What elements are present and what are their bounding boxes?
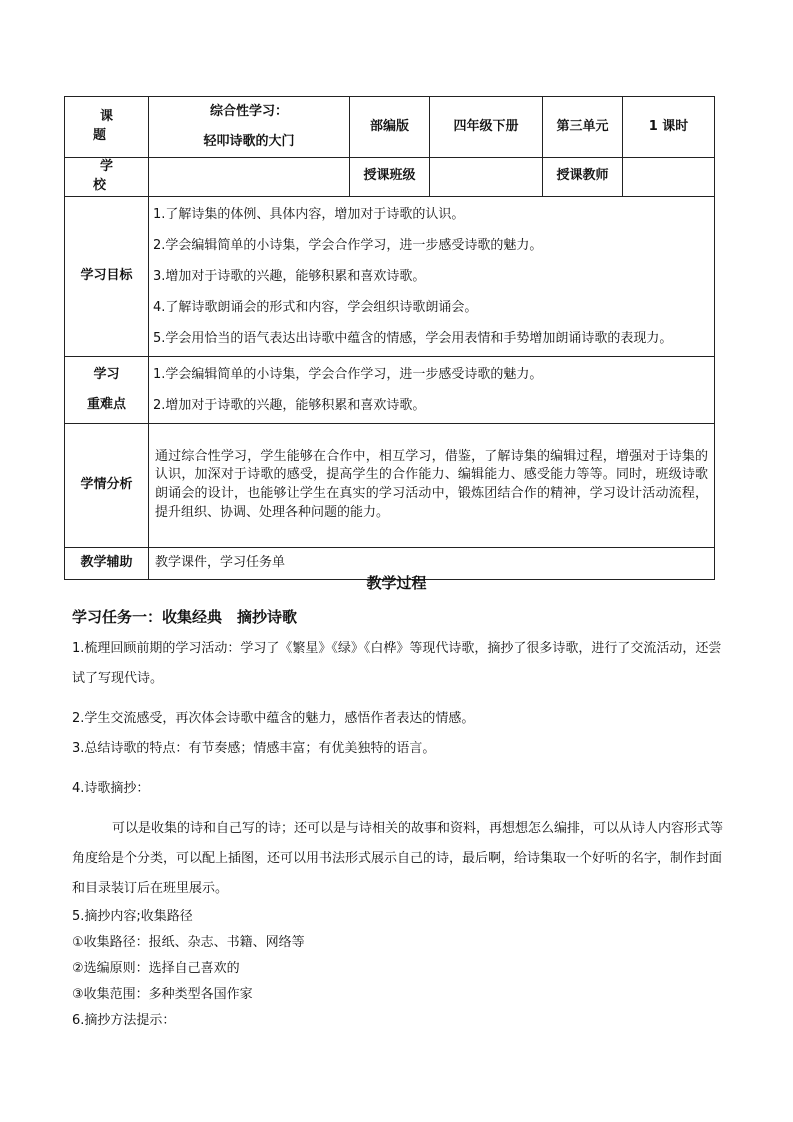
process-paragraph-2: 2.学生交流感受，再次体会诗歌中蕴含的魅力，感悟作者表达的情感。 [72, 711, 475, 726]
key-points-label-line-1: 学习 [93, 366, 120, 382]
process-paragraph-3: 3.总结诗歌的特点：有节奏感；情感丰富；有优美独特的语言。 [72, 741, 436, 756]
process-body [72, 604, 724, 1034]
edition-cell: 部编版 [350, 97, 430, 158]
key-point-item: 2.增加对于诗歌的兴趣，能够积累和喜欢诗歌。 [153, 397, 426, 413]
class-value [430, 158, 543, 197]
school-row [65, 158, 715, 197]
analysis-text: 通过综合性学习，学生能够在合作中，相互学习，借鉴，了解诗集的编辑过程，增强对于诗集的认识，加深对于诗歌的感受，提高学生的合作能力、编辑能力、感受能力等等。同时，班级诗歌朗诵会的设计，也能够让学生在真实的学习活动中，锻炼团结合作的精神，学习设计活动流程，提升组织、协调、处理各种问题的能力。 [149, 423, 715, 547]
key-points-label-line-2: 重难点 [86, 396, 126, 412]
topic-line-1: 综合性学习： [209, 104, 288, 119]
unit-cell: 第三单元 [543, 97, 623, 158]
objectives-list [149, 196, 715, 356]
objective-item: 4.了解诗歌朗诵会的形式和内容，学会组织诗歌朗诵会。 [153, 299, 478, 315]
key-points-row [65, 356, 715, 423]
objective-item: 3.增加对于诗歌的兴趣，能够积累和喜欢诗歌。 [153, 268, 426, 284]
analysis-row [65, 423, 715, 547]
objectives-label: 学习目标 [65, 196, 149, 356]
objective-item: 1.了解诗集的体例、具体内容，增加对于诗歌的认识。 [153, 206, 465, 222]
process-paragraph-5: 5.摘抄内容;收集路径 [72, 909, 193, 924]
lesson-plan-table [64, 96, 715, 580]
task-1-title: 学习任务一：收集经典 摘抄诗歌 [72, 608, 298, 626]
aids-text: 教学课件，学习任务单 [149, 547, 715, 579]
grade-cell: 四年级下册 [430, 97, 543, 158]
process-paragraph-6: 6.摘抄方法提示： [72, 1013, 176, 1028]
objectives-row [65, 196, 715, 356]
analysis-label: 学情分析 [65, 423, 149, 547]
school-label: 学 校 [65, 158, 149, 197]
key-point-item: 1.学会编辑简单的小诗集，学会合作学习，进一步感受诗歌的魅力。 [153, 366, 543, 382]
process-paragraph-4-body: 可以是收集的诗和自己写的诗；还可以是与诗相关的故事和资料，再想想怎么编排，可以从诗人内容形式等角度给是个分类，可以配上插图，还可以用书法形式展示自己的诗，最后啊，给诗集取一个好听的名字，制作封面和目录装订后在班里展示。 [72, 821, 724, 896]
objective-item: 5.学会用恰当的语气表达出诗歌中蕴含的情感，学会用表情和手势增加朗诵诗歌的表现力。 [153, 330, 673, 346]
process-paragraph-4: 4.诗歌摘抄： [72, 781, 150, 796]
teacher-value [623, 158, 715, 197]
collection-scope: ③收集范围：多种类型各国作家 [72, 987, 253, 1002]
teacher-label: 授课教师 [543, 158, 623, 197]
topic-label: 课 题 [65, 97, 149, 158]
key-points-list [149, 356, 715, 423]
header-row [65, 97, 715, 158]
topic-line-2: 轻叩诗歌的大门 [203, 134, 295, 149]
topic-value [149, 97, 350, 158]
objective-item: 2.学会编辑简单的小诗集，学会合作学习，进一步感受诗歌的魅力。 [153, 237, 543, 253]
selection-principle: ②选编原则：选择自己喜欢的 [72, 961, 240, 976]
process-title: 教学过程 [366, 574, 427, 592]
process-paragraph-1: 1.梳理回顾前期的学习活动：学习了《繁星》《绿》《白桦》等现代诗歌，摘抄了很多诗歌，进行了交流活动，还尝试了写现代诗。 [72, 641, 722, 686]
class-label: 授课班级 [350, 158, 430, 197]
key-points-label [65, 356, 149, 423]
hours-cell: 1 课时 [623, 97, 715, 158]
school-value [149, 158, 350, 197]
collection-path: ①收集路径：报纸、杂志、书籍、网络等 [72, 935, 305, 950]
aids-label: 教学辅助 [65, 547, 149, 579]
